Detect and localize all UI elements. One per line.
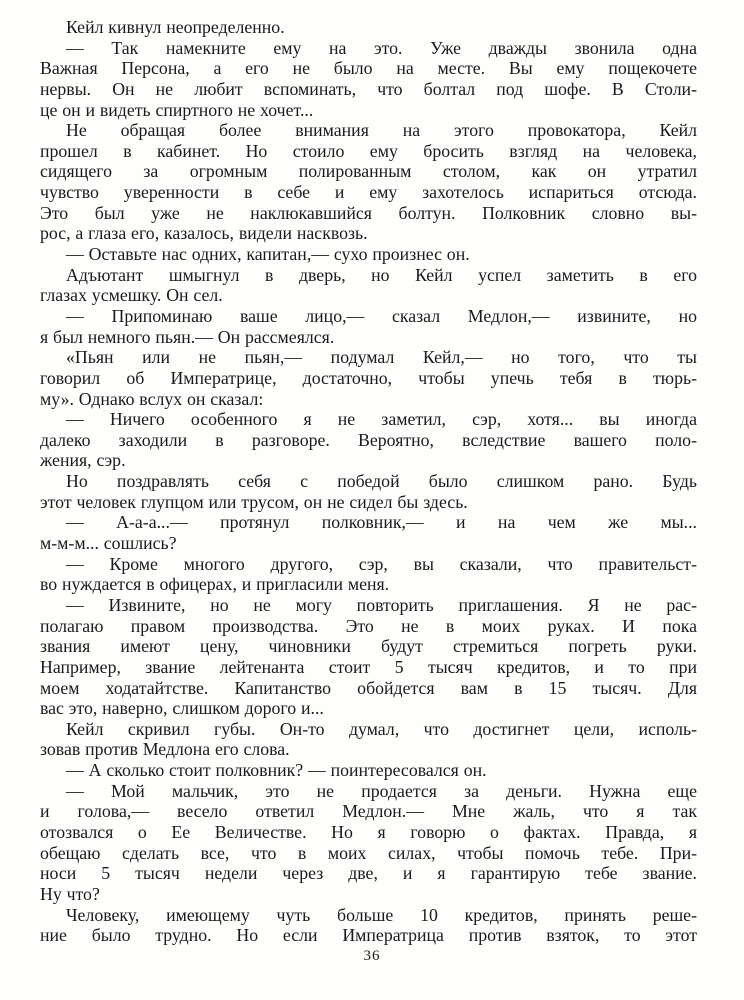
text-line: ние было трудно. Но если Императрица против взяток, то этот: [40, 925, 697, 946]
text-block: [40, 17, 697, 946]
text-line: этот человек глупцом или трусом, он не сидел бы здесь.: [40, 491, 468, 512]
text-line: глазах усмешку. Он сел.: [40, 285, 223, 306]
text-line: Но поздравлять себя с победой было слишком рано. Будь: [66, 471, 697, 492]
text-line: Ну что?: [40, 883, 100, 904]
text-line: — Так намекните ему на это. Уже дважды звонила одна: [66, 37, 697, 58]
text-line: рос, а глаза его, казалось, видели насквозь.: [40, 223, 368, 244]
text-line: — Припоминаю ваше лицо,— сказал Медлон,— извините, но: [66, 305, 697, 326]
text-line: во нуждается в офицерах, и пригласили меня.: [40, 574, 390, 595]
paragraph: [40, 120, 697, 244]
text-line: моем ходатайтстве. Капитанство обойдется вам в 15 тысяч. Для: [40, 677, 697, 698]
paragraph: [40, 781, 697, 905]
text-line: обещаю сделать все, что в моих силах, чтобы помочь тебе. При-: [40, 842, 697, 863]
text-line: чувство уверенности в себе и ему захотелось испариться отсюда.: [40, 182, 697, 203]
text-line: сидящего за огромным полированным столом, как он утратил: [40, 161, 697, 182]
text-line: — Извините, но не могу повторить приглашения. Я не рас-: [66, 594, 697, 615]
paragraph: [40, 38, 697, 121]
text-line: Не обращая более внимания на этого провокатора, Кейл: [66, 120, 697, 141]
text-line: говорил об Императрице, достаточно, чтобы упечь тебя в тюрь-: [40, 367, 697, 388]
paragraph: [40, 265, 697, 306]
text-line: отозвался о Ее Величестве. Но я говорю о фактах. Правда, я: [40, 821, 697, 842]
paragraph: [40, 595, 697, 719]
text-line: полагаю правом производства. Это не в моих руках. И пока: [40, 615, 697, 636]
text-line: нервы. Он не любит вспоминать, что болтал под шофе. В Столи-: [40, 78, 697, 99]
text-line: вас это, наверно, слишком дорого и...: [40, 698, 324, 719]
text-line: Адъютант шмыгнул в дверь, но Кейл успел заметить в его: [66, 264, 697, 285]
paragraph: [40, 554, 697, 595]
paragraph: [40, 512, 697, 553]
text-line: це он и видеть спиртного не хочет...: [40, 99, 314, 120]
text-line: м-м-м... сошлись?: [40, 533, 177, 554]
paragraph: [40, 719, 697, 760]
paragraph: [40, 471, 697, 512]
text-line: — А сколько стоит полковник? — поинтересовался он.: [66, 760, 487, 781]
text-line: Кейл скривил губы. Он-то думал, что достигнет цели, исполь-: [66, 718, 697, 739]
paragraph: [40, 905, 697, 946]
text-line: «Пьян или не пьян,— подумал Кейл,— но того, что ты: [66, 347, 697, 368]
text-line: носи 5 тысяч недели через две, и я гарантирую тебе звание.: [40, 863, 697, 884]
text-line: Важная Персона, а его не было на месте. Вы ему пощекочете: [40, 58, 697, 79]
text-line: — Оставьте нас одних, капитан,— сухо произнес он.: [66, 244, 470, 265]
page-number: 36: [363, 948, 381, 964]
text-line: я был немного пьян.— Он рассмеялся.: [40, 326, 335, 347]
text-line: Кейл кивнул неопределенно.: [66, 17, 285, 37]
text-line: Это был уже не наклюкавшийся болтун. Полковник словно вы-: [40, 202, 697, 223]
paragraph: [40, 760, 697, 781]
text-line: му». Однако вслух он сказал:: [40, 388, 264, 409]
text-line: и голова,— весело ответил Медлон.— Мне жаль, что я так: [40, 801, 697, 822]
text-line: жения, сэр.: [40, 450, 126, 471]
text-line: далеко заходили в разговоре. Вероятно, вследствие вашего поло-: [40, 429, 697, 450]
text-line: — Ничего особенного я не заметил, сэр, хотя... вы иногда: [66, 409, 697, 430]
text-line: прошел в кабинет. Но стоило ему бросить взгляд на человека,: [40, 140, 697, 161]
paragraph: [40, 347, 697, 409]
text-line: звания имеют цену, чиновники будут стремиться погреть руки.: [40, 636, 697, 657]
paragraph: [40, 17, 697, 38]
text-line: зовав против Медлона его слова.: [40, 739, 290, 760]
paragraph: [40, 409, 697, 471]
text-line: Например, звание лейтенанта стоит 5 тысяч кредитов, и то при: [40, 656, 697, 677]
paragraph: [40, 244, 697, 265]
text-line: — Мой мальчик, это не продается за деньги. Нужна еще: [66, 780, 697, 801]
text-line: — А-а-а...— протянул полковник,— и на чем же мы...: [66, 512, 697, 533]
text-line: Человеку, имеющему чуть больше 10 кредитов, принять реше-: [66, 904, 697, 925]
paragraph: [40, 306, 697, 347]
text-line: — Кроме многого другого, сэр, вы сказали, что правительст-: [66, 553, 697, 574]
